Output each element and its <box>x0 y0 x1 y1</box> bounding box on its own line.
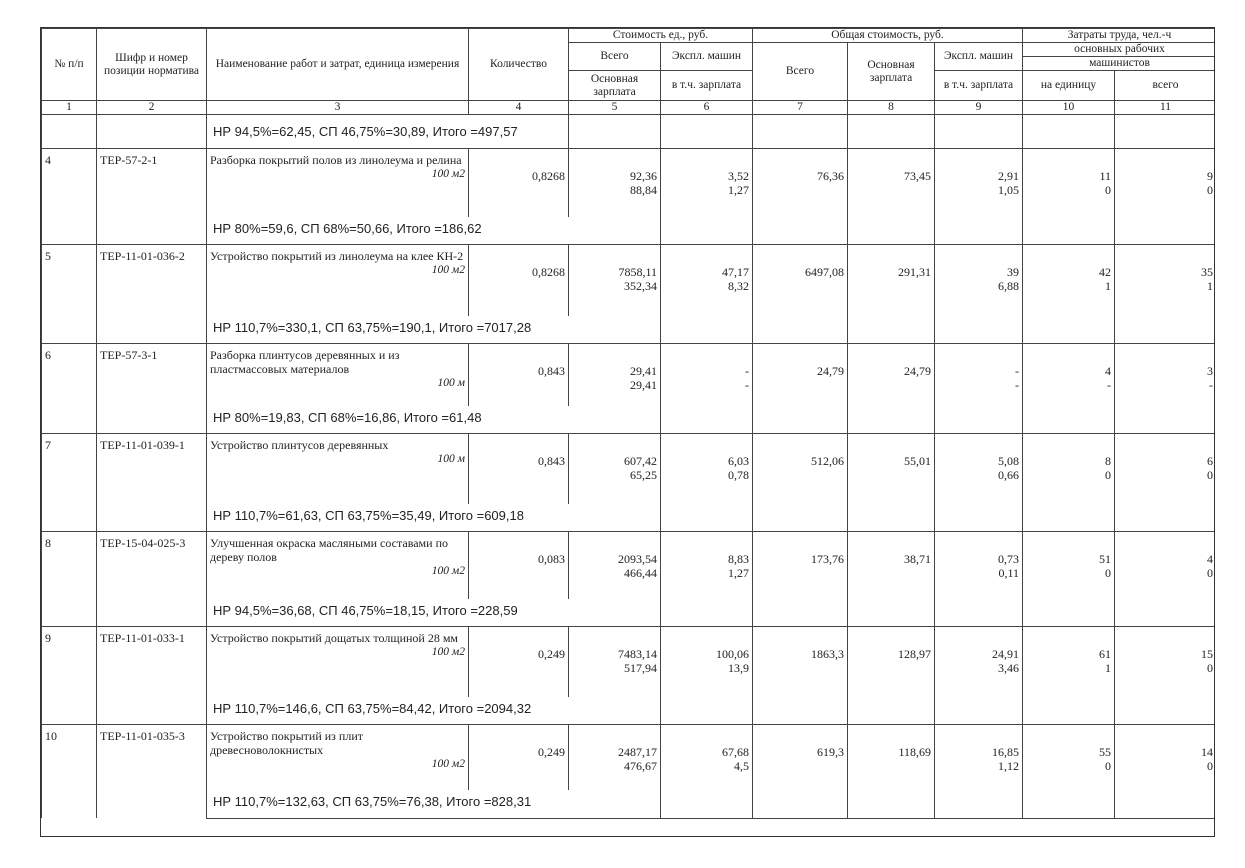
header-total-cost: Общая стоимость, руб. <box>753 29 1023 43</box>
unit-of-measure: 100 м2 <box>431 168 465 180</box>
cell-subvalue: 0 <box>1207 661 1213 675</box>
cell-value: 3,52 <box>728 169 749 183</box>
work-name-cell <box>207 434 469 504</box>
cell-value: 6,03 <box>728 454 749 468</box>
overhead-text: НР 80%=19,83, СП 68%=16,86, Итого =61,48 <box>207 406 661 434</box>
cell-value: 51 <box>1099 551 1111 566</box>
row-number: 7 <box>42 434 97 532</box>
unit-of-measure: 100 м2 <box>431 646 465 658</box>
cell-subvalue: 65,25 <box>630 468 657 482</box>
cell-value: 3 <box>1207 364 1213 378</box>
total-salary: 291,31 <box>848 244 935 316</box>
table-row <box>42 434 1216 504</box>
cell-subvalue: 0 <box>1105 183 1111 197</box>
cell-value: 11 <box>1099 169 1111 183</box>
cell-value: 100,06 <box>716 647 749 661</box>
norm-code: ТЕР-11-01-035-3 <box>97 724 207 818</box>
total-cost: 1863,3 <box>753 627 848 697</box>
norm-code: ТЕР-15-04-025-3 <box>97 531 207 627</box>
work-name: Устройство покрытий из линолеума на клее КН-2 <box>210 248 464 263</box>
cell-subvalue: 0,66 <box>998 468 1019 482</box>
cell-value: 29,41 <box>630 364 657 378</box>
cell-subvalue: 0 <box>1207 468 1213 482</box>
header-code: Шифр и номер позиции норматива <box>97 29 207 101</box>
cell-subvalue: 1,27 <box>728 183 749 197</box>
cell-value: 42 <box>1099 264 1111 279</box>
cell-value: 8,83 <box>728 551 749 566</box>
norm-code: ТЕР-57-3-1 <box>97 344 207 434</box>
work-name-cell <box>207 724 469 790</box>
work-name-cell <box>207 149 469 217</box>
header-main-workers: основных рабочих <box>1023 43 1216 57</box>
labor-total-cell <box>1115 531 1216 599</box>
cell-subvalue: 3,46 <box>998 661 1019 675</box>
unit-machines-cell <box>661 627 753 697</box>
work-name: Разборка покрытий полов из линолеума и релина <box>210 153 462 167</box>
cell-subvalue: 4,5 <box>734 758 749 773</box>
cell-value: 61 <box>1099 647 1111 661</box>
cell-value: 4 <box>1105 364 1111 378</box>
col-number: 10 <box>1023 101 1115 115</box>
cell-subvalue: 0,11 <box>998 565 1019 580</box>
overhead-text: НР 110,7%=146,6, СП 63,75%=84,42, Итого =2094,32 <box>207 697 661 725</box>
cell-value: 7858,11 <box>618 264 657 279</box>
overhead-row <box>42 504 1216 532</box>
total-machines-cell <box>935 344 1023 406</box>
work-name-cell <box>207 531 469 599</box>
cell-subvalue: 6,88 <box>998 278 1019 293</box>
unit-of-measure: 100 м2 <box>431 757 465 770</box>
cell-subvalue: 0 <box>1105 758 1111 773</box>
total-salary: 73,45 <box>848 149 935 217</box>
header-qty: Количество <box>469 29 569 101</box>
col-number: 6 <box>661 101 753 115</box>
labor-total-cell <box>1115 627 1216 697</box>
total-machines-cell <box>935 149 1023 217</box>
cell-value: 4 <box>1207 551 1213 566</box>
labor-per-unit-cell <box>1023 531 1115 599</box>
overhead-row <box>42 790 1216 818</box>
cell-value: 15 <box>1201 647 1213 661</box>
cell-subvalue: 29,41 <box>630 378 657 392</box>
unit-cost-cell <box>569 434 661 504</box>
cell-subvalue: 517,94 <box>624 661 657 675</box>
unit-cost-cell <box>569 344 661 406</box>
header-labor-per-unit: на единицу <box>1023 71 1115 101</box>
cell-value: 2093,54 <box>618 551 657 566</box>
cell-subvalue: - <box>745 378 749 392</box>
overhead-row <box>42 316 1216 344</box>
col-number: 7 <box>753 101 848 115</box>
overhead-row <box>42 217 1216 245</box>
work-name-cell <box>207 627 469 697</box>
quantity: 0,843 <box>469 344 569 406</box>
labor-total-cell <box>1115 149 1216 217</box>
cell-subvalue: 0 <box>1207 758 1213 773</box>
overhead-row <box>42 697 1216 725</box>
header-total-machines: Экспл. машин <box>935 43 1023 71</box>
cell-value: 607,42 <box>624 454 657 468</box>
header-total-total: Всего <box>753 43 848 101</box>
total-salary: 55,01 <box>848 434 935 504</box>
unit-cost-cell <box>569 244 661 316</box>
total-salary: 118,69 <box>848 724 935 790</box>
work-name: Устройство покрытий из плит древесноволокнистых <box>210 728 363 757</box>
table-row <box>42 149 1216 217</box>
header-machinists: машинистов <box>1023 57 1216 71</box>
total-machines-cell <box>935 627 1023 697</box>
cell-value: 35 <box>1201 264 1213 279</box>
work-name-cell <box>207 344 469 406</box>
header-unit-machines: Экспл. машин <box>661 43 753 71</box>
work-name: Улучшенная окраска масляными составами по дереву полов <box>210 535 448 564</box>
header-num: № п/п <box>42 29 97 101</box>
unit-of-measure: 100 м2 <box>431 564 465 577</box>
unit-machines-cell <box>661 724 753 790</box>
total-machines-cell <box>935 724 1023 790</box>
row-number: 8 <box>42 531 97 627</box>
labor-total-cell <box>1115 344 1216 406</box>
header-total-salary: Основная зарплата <box>848 43 935 101</box>
total-cost: 512,06 <box>753 434 848 504</box>
cell-value: 2,91 <box>998 169 1019 183</box>
cell-value: 6 <box>1207 454 1213 468</box>
labor-per-unit-cell <box>1023 344 1115 406</box>
table-row <box>42 344 1216 406</box>
unit-of-measure: 100 м <box>437 377 465 389</box>
labor-per-unit-cell <box>1023 724 1115 790</box>
overhead-row <box>42 406 1216 434</box>
unit-machines-cell <box>661 531 753 599</box>
total-cost: 6497,08 <box>753 244 848 316</box>
col-number: 1 <box>42 101 97 115</box>
quantity: 0,8268 <box>469 244 569 316</box>
work-name: Разборка плинтусов деревянных и из пластмассовых материалов <box>210 348 400 376</box>
cell-subvalue: 0 <box>1105 565 1111 580</box>
cell-subvalue: 0 <box>1105 468 1111 482</box>
norm-code: ТЕР-11-01-036-2 <box>97 244 207 344</box>
quantity: 0,249 <box>469 627 569 697</box>
cell-value: - <box>745 364 749 378</box>
norm-code: ТЕР-11-01-033-1 <box>97 627 207 725</box>
cell-subvalue: 466,44 <box>624 565 657 580</box>
total-salary: 38,71 <box>848 531 935 599</box>
quantity: 0,843 <box>469 434 569 504</box>
total-salary: 128,97 <box>848 627 935 697</box>
cell-value: 14 <box>1201 744 1213 759</box>
norm-code: ТЕР-57-2-1 <box>97 149 207 245</box>
cell-subvalue: 0 <box>1207 565 1213 580</box>
overhead-row <box>42 599 1216 627</box>
unit-machines-cell <box>661 344 753 406</box>
work-name-cell <box>207 244 469 316</box>
col-number: 3 <box>207 101 469 115</box>
table-header <box>42 29 1216 115</box>
cell-value: - <box>1015 364 1019 378</box>
header-total-incl-salary: в т.ч. зарплата <box>935 71 1023 101</box>
header-name: Наименование работ и затрат, единица измерения <box>207 29 469 101</box>
cell-subvalue: 1,05 <box>998 183 1019 197</box>
cell-value: 67,68 <box>722 744 749 759</box>
unit-of-measure: 100 м <box>437 453 465 465</box>
header-labor-total: всего <box>1115 71 1216 101</box>
labor-per-unit-cell <box>1023 149 1115 217</box>
estimate-table <box>41 28 1215 819</box>
col-number: 4 <box>469 101 569 115</box>
overhead-text: НР 94,5%=36,68, СП 46,75%=18,15, Итого =228,59 <box>207 599 661 627</box>
unit-cost-cell <box>569 531 661 599</box>
cell-value: 2487,17 <box>618 744 657 759</box>
row-number: 4 <box>42 149 97 245</box>
cell-subvalue: - <box>1015 378 1019 392</box>
total-cost: 619,3 <box>753 724 848 790</box>
cell-subvalue: 0 <box>1207 183 1213 197</box>
overhead-text: НР 110,7%=61,63, СП 63,75%=35,49, Итого =609,18 <box>207 504 661 532</box>
total-machines-cell <box>935 244 1023 316</box>
col-number: 2 <box>97 101 207 115</box>
total-cost: 173,76 <box>753 531 848 599</box>
cell-subvalue: 0,78 <box>728 468 749 482</box>
row-number: 5 <box>42 244 97 344</box>
col-number: 5 <box>569 101 661 115</box>
cell-value: 7483,14 <box>618 647 657 661</box>
total-machines-cell <box>935 531 1023 599</box>
cell-subvalue: 1 <box>1207 278 1213 293</box>
cell-subvalue: 88,84 <box>630 183 657 197</box>
col-number: 9 <box>935 101 1023 115</box>
cell-subvalue: 1 <box>1105 278 1111 293</box>
total-cost: 76,36 <box>753 149 848 217</box>
header-unit-salary: Основная зарплата <box>569 71 661 101</box>
quantity: 0,8268 <box>469 149 569 217</box>
cell-value: 92,36 <box>630 169 657 183</box>
labor-total-cell <box>1115 724 1216 790</box>
table-row <box>42 724 1216 790</box>
cell-subvalue: 8,32 <box>728 278 749 293</box>
row-number: 6 <box>42 344 97 434</box>
row-number: 9 <box>42 627 97 725</box>
cell-value: 8 <box>1105 454 1111 468</box>
cell-subvalue: 1,27 <box>728 565 749 580</box>
cell-value: 39 <box>1007 264 1019 279</box>
header-labor: Затраты труда, чел.-ч <box>1023 29 1216 43</box>
cell-value: 16,85 <box>992 744 1019 759</box>
total-cost: 24,79 <box>753 344 848 406</box>
cell-value: 47,17 <box>722 264 749 279</box>
labor-per-unit-cell <box>1023 627 1115 697</box>
table-row <box>42 531 1216 599</box>
table-row <box>42 244 1216 316</box>
unit-cost-cell <box>569 149 661 217</box>
unit-machines-cell <box>661 149 753 217</box>
cell-value: 24,91 <box>992 647 1019 661</box>
cell-subvalue: 476,67 <box>624 758 657 773</box>
labor-per-unit-cell <box>1023 244 1115 316</box>
cell-subvalue: 1,12 <box>998 758 1019 773</box>
labor-per-unit-cell <box>1023 434 1115 504</box>
unit-of-measure: 100 м2 <box>431 263 465 276</box>
overhead-text: НР 110,7%=330,1, СП 63,75%=190,1, Итого =7017,28 <box>207 316 661 344</box>
quantity: 0,249 <box>469 724 569 790</box>
col-number: 8 <box>848 101 935 115</box>
cell-subvalue: - <box>1107 378 1111 392</box>
total-machines-cell <box>935 434 1023 504</box>
unit-cost-cell <box>569 627 661 697</box>
norm-code: ТЕР-11-01-039-1 <box>97 434 207 532</box>
table-body <box>42 115 1216 819</box>
overhead-text: НР 80%=59,6, СП 68%=50,66, Итого =186,62 <box>207 217 661 245</box>
col-number: 11 <box>1115 101 1216 115</box>
unit-machines-cell <box>661 434 753 504</box>
work-name: Устройство плинтусов деревянных <box>210 438 389 452</box>
header-unit-total: Всего <box>569 43 661 71</box>
labor-total-cell <box>1115 434 1216 504</box>
total-salary: 24,79 <box>848 344 935 406</box>
top-overhead-row <box>42 115 1216 149</box>
overhead-text: НР 110,7%=132,63, СП 63,75%=76,38, Итого =828,31 <box>207 790 661 818</box>
labor-total-cell <box>1115 244 1216 316</box>
column-number-row <box>42 101 1216 115</box>
cell-value: 55 <box>1099 744 1111 759</box>
quantity: 0,083 <box>469 531 569 599</box>
work-name: Устройство покрытий дощатых толщиной 28 мм <box>210 631 459 645</box>
header-unit-cost: Стоимость ед., руб. <box>569 29 753 43</box>
unit-machines-cell <box>661 244 753 316</box>
cell-subvalue: 13,9 <box>728 661 749 675</box>
row-number: 10 <box>42 724 97 818</box>
overhead-text: НР 94,5%=62,45, СП 46,75%=30,89, Итого =497,57 <box>207 115 569 149</box>
estimate-sheet <box>40 27 1215 837</box>
unit-cost-cell <box>569 724 661 790</box>
cell-value: 5,08 <box>998 454 1019 468</box>
cell-value: 0,73 <box>998 551 1019 566</box>
cell-subvalue: - <box>1209 378 1213 392</box>
cell-value: 9 <box>1207 169 1213 183</box>
header-unit-incl-salary: в т.ч. зарплата <box>661 71 753 101</box>
table-row <box>42 627 1216 697</box>
cell-subvalue: 352,34 <box>624 278 657 293</box>
cell-subvalue: 1 <box>1105 661 1111 675</box>
